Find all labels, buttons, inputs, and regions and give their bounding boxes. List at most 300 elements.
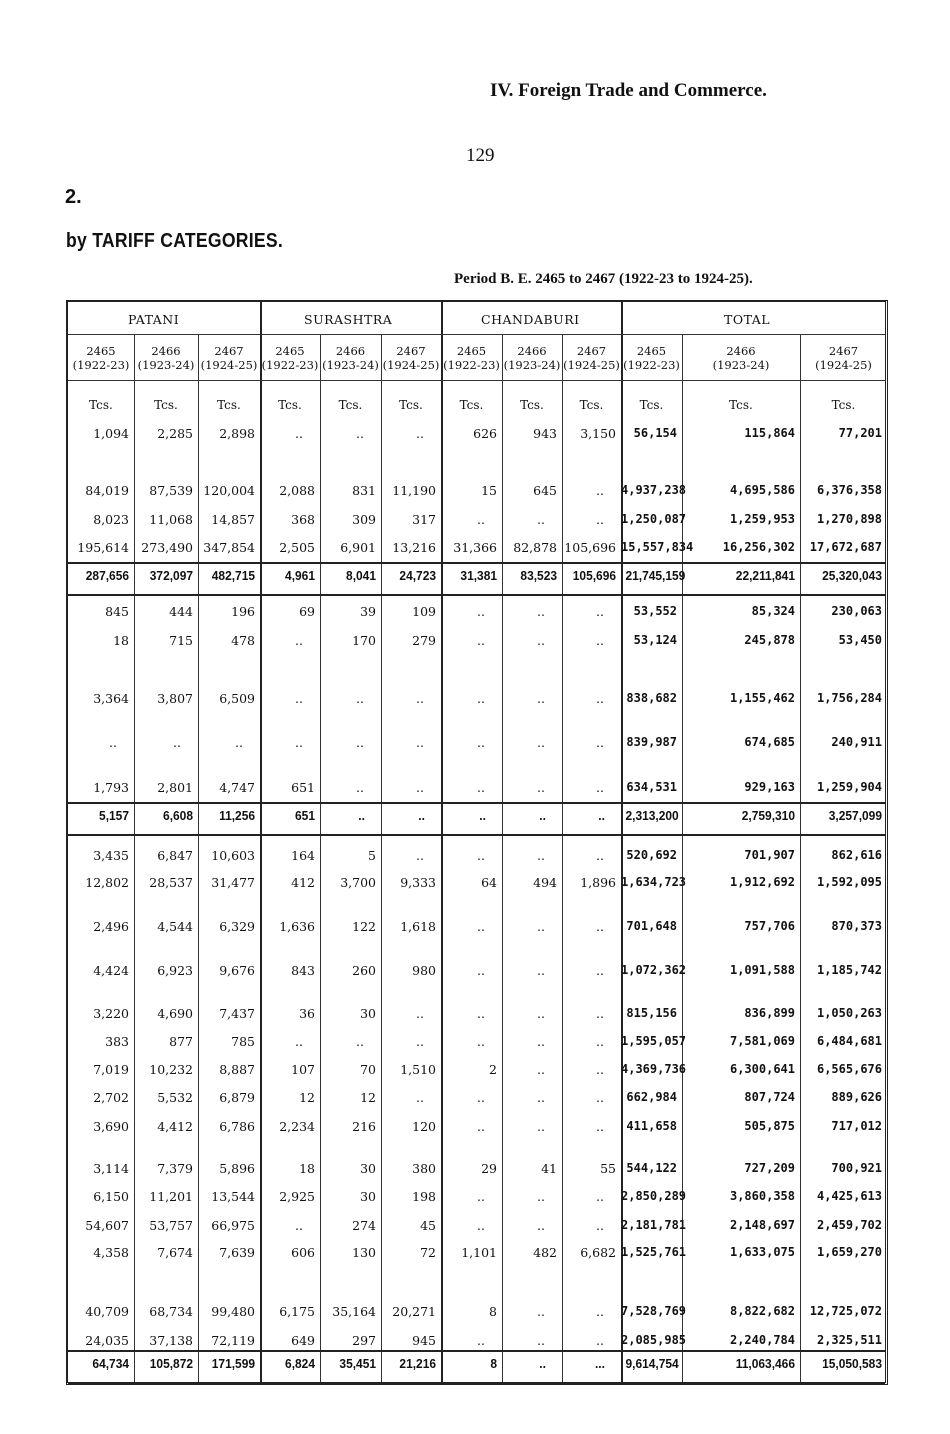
unit-label: Tcs. xyxy=(278,398,302,412)
table-cell: 8 xyxy=(489,1304,497,1319)
table-cell: 7,639 xyxy=(219,1245,255,1260)
year-be: 2467 xyxy=(214,344,244,358)
table-cell: 6,300,641 xyxy=(729,1062,795,1076)
table-cell: 12,802 xyxy=(85,875,129,890)
table-cell: 1,259,904 xyxy=(816,780,882,794)
table-cell: 297 xyxy=(352,1333,376,1348)
table-cell: .. xyxy=(295,426,303,441)
year-ce: (1924-25) xyxy=(563,358,620,372)
table-cell: 1,101 xyxy=(461,1245,497,1260)
table-cell: 245,878 xyxy=(744,633,795,647)
table-cell: 130 xyxy=(352,1245,376,1260)
table-cell: 8,822,682 xyxy=(729,1304,795,1318)
table-cell: 482 xyxy=(533,1245,557,1260)
table-cell: 6,175 xyxy=(279,1304,315,1319)
table-cell: 2,325,511 xyxy=(816,1333,882,1347)
total-rule-top xyxy=(68,562,885,564)
table-cell: .. xyxy=(596,1034,604,1049)
table-cell: 4,424 xyxy=(93,963,129,978)
year-ce: (1922-23) xyxy=(623,358,680,372)
table-cell: 815,156 xyxy=(626,1006,677,1020)
table-cell: .. xyxy=(477,604,485,619)
table-cell: 843 xyxy=(291,963,315,978)
table-cell: 1,636 xyxy=(279,919,315,934)
table-cell: 53,450 xyxy=(838,633,882,647)
table-cell: 3,807 xyxy=(157,691,193,706)
table-cell: 4,695,586 xyxy=(729,483,795,497)
year-be: 2466 xyxy=(151,344,181,358)
table-cell: 164 xyxy=(291,848,315,863)
table-cell: 2,505 xyxy=(279,540,315,555)
table-cell: 649 xyxy=(291,1333,315,1348)
table-cell: 5 xyxy=(368,848,376,863)
table-cell: 7,581,069 xyxy=(729,1034,795,1048)
table-cell: .. xyxy=(295,691,303,706)
year-be: 2465 xyxy=(636,344,667,358)
table-cell: 109 xyxy=(412,604,436,619)
table-cell: 41 xyxy=(541,1161,557,1176)
group-header-chandaburi: CHANDABURI xyxy=(481,312,580,327)
table-cell: 198 xyxy=(412,1189,436,1204)
table-cell: 478 xyxy=(231,633,255,648)
table-cell: 717,012 xyxy=(831,1119,882,1133)
total-rule-bottom xyxy=(68,1382,885,1384)
year-be: 2466 xyxy=(726,344,756,358)
table-cell: 13,216 xyxy=(392,540,436,555)
table-cell: 12 xyxy=(299,1090,315,1105)
table-cell: 1,155,462 xyxy=(729,691,795,705)
table-cell: 3,364 xyxy=(93,691,129,706)
table-cell: 12 xyxy=(360,1090,376,1105)
table-cell: 53,757 xyxy=(149,1218,193,1233)
table-cell: 317 xyxy=(412,512,436,527)
total-cell: 83,523 xyxy=(520,568,557,583)
table-cell: 120,004 xyxy=(203,483,255,498)
table-cell: .. xyxy=(596,633,604,648)
table-cell: 55 xyxy=(600,1161,616,1176)
table-cell: 6,484,681 xyxy=(816,1034,882,1048)
year-header xyxy=(621,344,682,372)
table-cell: .. xyxy=(537,512,545,527)
table-cell: 4,690 xyxy=(157,1006,193,1021)
table-cell: 2,898 xyxy=(219,426,255,441)
unit-label: Tcs. xyxy=(89,398,113,412)
table-cell: .. xyxy=(416,1090,424,1105)
table-cell: 15 xyxy=(481,483,497,498)
table-cell: .. xyxy=(596,1218,604,1233)
table-cell: 929,163 xyxy=(744,780,795,794)
table-cell: 6,509 xyxy=(219,691,255,706)
table-cell: .. xyxy=(537,848,545,863)
year-be: 2466 xyxy=(517,344,547,358)
total-cell: 2,313,200 xyxy=(625,808,679,823)
year-be: 2466 xyxy=(335,344,366,358)
year-header xyxy=(320,344,381,372)
table-cell: .. xyxy=(596,691,604,706)
table-cell: .. xyxy=(537,691,545,706)
table-cell: .. xyxy=(356,735,364,750)
table-cell: .. xyxy=(537,1333,545,1348)
year-be: 2465 xyxy=(86,344,116,358)
table-cell: 5,532 xyxy=(157,1090,193,1105)
year-be: 2467 xyxy=(828,344,859,358)
table-cell: 115,864 xyxy=(744,426,795,440)
table-cell: 701,648 xyxy=(626,919,677,933)
year-header xyxy=(502,344,562,372)
year-be: 2465 xyxy=(456,344,487,358)
table-cell: .. xyxy=(477,780,485,795)
table-cell: 15,557,834 xyxy=(621,540,694,554)
table-cell: 634,531 xyxy=(626,780,677,794)
table-cell: 6,879 xyxy=(219,1090,255,1105)
total-cell: .. xyxy=(358,808,365,823)
table-cell: 14,857 xyxy=(211,512,255,527)
table-cell: 28,537 xyxy=(149,875,193,890)
table-cell: 645 xyxy=(533,483,557,498)
year-header xyxy=(381,344,441,372)
table-cell: 87,539 xyxy=(149,483,193,498)
table-cell: 3,220 xyxy=(93,1006,129,1021)
year-ce: (1922-23) xyxy=(72,358,130,372)
table-cell: 520,692 xyxy=(626,848,677,862)
year-header xyxy=(260,344,320,372)
total-cell: .. xyxy=(598,808,605,823)
total-cell: 5,157 xyxy=(99,808,129,823)
table-cell: .. xyxy=(295,1034,303,1049)
table-cell: 1,756,284 xyxy=(816,691,882,705)
table-cell: 9,676 xyxy=(219,963,255,978)
table-cell: 35,164 xyxy=(332,1304,376,1319)
table-cell: 1,510 xyxy=(400,1062,436,1077)
group-header-surashtra: SURASHTRA xyxy=(304,312,393,327)
table-cell: 279 xyxy=(412,633,436,648)
table-cell: 368 xyxy=(291,512,315,527)
table-cell: 120 xyxy=(412,1119,436,1134)
total-cell: 35,451 xyxy=(339,1356,376,1371)
table-cell: 11,201 xyxy=(149,1189,193,1204)
table-cell: .. xyxy=(537,604,545,619)
table-cell: 66,975 xyxy=(211,1218,255,1233)
table-cell: 68,734 xyxy=(149,1304,193,1319)
table-cell: 20,271 xyxy=(392,1304,436,1319)
table-cell: 626 xyxy=(473,426,497,441)
table-cell: .. xyxy=(537,1062,545,1077)
table-cell: 757,706 xyxy=(744,919,795,933)
year-ce: (1922-23) xyxy=(261,358,319,372)
table-cell: 54,607 xyxy=(85,1218,129,1233)
table-cell: 2,088 xyxy=(279,483,315,498)
total-cell: 21,216 xyxy=(399,1356,436,1371)
table-cell: .. xyxy=(173,735,181,750)
table-cell: 240,911 xyxy=(831,735,882,749)
table-cell: 84,019 xyxy=(85,483,129,498)
running-title: IV. Foreign Trade and Commerce. xyxy=(490,80,767,101)
table-cell: 505,875 xyxy=(744,1119,795,1133)
table-cell: 5,896 xyxy=(219,1161,255,1176)
table-cell: .. xyxy=(596,1189,604,1204)
table-cell: .. xyxy=(477,1090,485,1105)
table-cell: .. xyxy=(596,735,604,750)
table-cell: 107 xyxy=(291,1062,315,1077)
table-cell: 4,937,238 xyxy=(621,483,687,497)
total-cell: ... xyxy=(594,1356,605,1371)
table-cell: 196 xyxy=(231,604,255,619)
table-cell: .. xyxy=(416,1006,424,1021)
table-cell: .. xyxy=(596,483,604,498)
table-cell: 69 xyxy=(299,604,315,619)
total-cell: 651 xyxy=(295,808,315,823)
unit-label: Tcs. xyxy=(729,398,753,412)
year-be: 2465 xyxy=(275,344,305,358)
table-cell: 7,674 xyxy=(157,1245,193,1260)
unit-label: Tcs. xyxy=(459,398,484,412)
table-cell: 1,896 xyxy=(580,875,616,890)
table-cell: 4,369,736 xyxy=(621,1062,687,1076)
total-cell: .. xyxy=(418,808,425,823)
table-cell: 6,565,676 xyxy=(816,1062,882,1076)
table-cell: 1,259,953 xyxy=(729,512,795,526)
table-cell: .. xyxy=(596,1006,604,1021)
total-cell: 24,723 xyxy=(399,568,436,583)
table-cell: 45 xyxy=(420,1218,436,1233)
table-cell: 31,477 xyxy=(211,875,255,890)
total-cell: 105,872 xyxy=(149,1356,193,1371)
table-cell: .. xyxy=(537,963,545,978)
table-cell: 39 xyxy=(360,604,376,619)
table-cell: 1,270,898 xyxy=(816,512,882,526)
table-cell: 18 xyxy=(113,633,129,648)
table-cell: 862,616 xyxy=(831,848,882,862)
table-cell: 4,544 xyxy=(157,919,193,934)
table-cell: 4,412 xyxy=(157,1119,193,1134)
table-cell: .. xyxy=(416,848,424,863)
table-cell: 7,019 xyxy=(93,1062,129,1077)
year-ce: (1922-23) xyxy=(443,358,500,372)
year-header xyxy=(441,344,502,372)
table-cell: 4,747 xyxy=(219,780,255,795)
total-rule-bottom xyxy=(68,594,885,596)
table-cell: .. xyxy=(477,1218,485,1233)
table-cell: 606 xyxy=(291,1245,315,1260)
table-cell: 700,921 xyxy=(831,1161,882,1175)
table-cell: 2,925 xyxy=(279,1189,315,1204)
table-cell: 544,122 xyxy=(626,1161,677,1175)
table-cell: .. xyxy=(416,691,424,706)
table-cell: 11,190 xyxy=(392,483,436,498)
table-cell: 1,050,263 xyxy=(816,1006,882,1020)
table-cell: 170 xyxy=(352,633,376,648)
unit-label: Tcs. xyxy=(399,398,423,412)
table-cell: 889,626 xyxy=(831,1090,882,1104)
table-title: by TARIFF CATEGORIES. xyxy=(66,230,284,252)
table-cell: 943 xyxy=(533,426,557,441)
table-cell: .. xyxy=(537,1189,545,1204)
table-cell: .. xyxy=(477,1034,485,1049)
table-cell: .. xyxy=(356,780,364,795)
table-cell: 2,240,784 xyxy=(729,1333,795,1347)
table-cell: 37,138 xyxy=(149,1333,193,1348)
table-cell: 309 xyxy=(352,512,376,527)
unit-label: Tcs. xyxy=(154,398,178,412)
table-cell: 836,899 xyxy=(744,1006,795,1020)
table-cell: 2,459,702 xyxy=(816,1218,882,1232)
table-cell: 1,592,095 xyxy=(816,875,882,889)
year-header xyxy=(682,344,800,372)
table-cell: 444 xyxy=(169,604,193,619)
table-cell: .. xyxy=(596,848,604,863)
table-cell: 1,633,075 xyxy=(729,1245,795,1259)
total-cell: 64,734 xyxy=(92,1356,129,1371)
table-cell: 785 xyxy=(231,1034,255,1049)
table-cell: 1,793 xyxy=(93,780,129,795)
year-header xyxy=(134,344,198,372)
table-cell: 2,148,697 xyxy=(729,1218,795,1232)
year-be: 2467 xyxy=(396,344,426,358)
unit-label: Tcs. xyxy=(831,398,856,412)
total-cell: 22,211,841 xyxy=(735,568,795,583)
table-cell: .. xyxy=(596,919,604,934)
table-cell: .. xyxy=(537,780,545,795)
table-cell: .. xyxy=(537,633,545,648)
table-cell: 56,154 xyxy=(633,426,677,440)
table-cell: .. xyxy=(537,919,545,934)
table-cell: .. xyxy=(477,848,485,863)
table-cell: 2,285 xyxy=(157,426,193,441)
table-cell: .. xyxy=(416,426,424,441)
table-cell: 6,150 xyxy=(93,1189,129,1204)
table-cell: 1,185,742 xyxy=(816,963,882,977)
table-cell: 380 xyxy=(412,1161,436,1176)
table-cell: 2,085,985 xyxy=(621,1333,687,1347)
table-cell: 7,437 xyxy=(219,1006,255,1021)
table-cell: 9,333 xyxy=(400,875,436,890)
year-ce: (1924-25) xyxy=(382,358,440,372)
table-cell: .. xyxy=(477,691,485,706)
table-cell: 36 xyxy=(299,1006,315,1021)
table-cell: 2 xyxy=(489,1062,497,1077)
tariff-table xyxy=(66,300,888,1385)
table-cell: 85,324 xyxy=(751,604,795,618)
table-cell: 831 xyxy=(352,483,376,498)
section-number: 2. xyxy=(65,186,82,208)
table-cell: .. xyxy=(109,735,117,750)
table-cell: 701,907 xyxy=(744,848,795,862)
table-cell: 6,786 xyxy=(219,1119,255,1134)
table-cell: 2,702 xyxy=(93,1090,129,1105)
group-header-total: TOTAL xyxy=(724,312,771,327)
table-cell: .. xyxy=(596,512,604,527)
group-header-patani: PATANI xyxy=(128,312,180,327)
table-cell: 16,256,302 xyxy=(722,540,795,554)
table-cell: 3,435 xyxy=(93,848,129,863)
table-cell: 17,672,687 xyxy=(809,540,882,554)
total-cell: 6,608 xyxy=(163,808,193,823)
unit-label: Tcs. xyxy=(520,398,544,412)
table-cell: 29 xyxy=(481,1161,497,1176)
table-cell: 12,725,072 xyxy=(809,1304,882,1318)
table-cell: 4,425,613 xyxy=(816,1189,882,1203)
table-cell: 24,035 xyxy=(85,1333,129,1348)
table-cell: 7,528,769 xyxy=(621,1304,687,1318)
table-cell: 1,250,087 xyxy=(621,512,687,526)
unit-label: Tcs. xyxy=(217,398,241,412)
year-ce: (1924-25) xyxy=(200,358,258,372)
table-cell: 195,614 xyxy=(77,540,129,555)
table-cell: 715 xyxy=(169,633,193,648)
table-cell: .. xyxy=(477,1119,485,1134)
total-cell: 9,614,754 xyxy=(625,1356,679,1371)
unit-label: Tcs. xyxy=(579,398,604,412)
total-cell: 15,050,583 xyxy=(822,1356,882,1371)
total-cell: 4,961 xyxy=(285,568,315,583)
table-cell: 839,987 xyxy=(626,735,677,749)
total-cell: 105,696 xyxy=(572,568,616,583)
table-cell: 11,068 xyxy=(149,512,193,527)
table-cell: 727,209 xyxy=(744,1161,795,1175)
total-cell: 31,381 xyxy=(460,568,497,583)
page-number: 129 xyxy=(466,145,495,166)
table-cell: 13,544 xyxy=(211,1189,255,1204)
table-cell: 2,181,781 xyxy=(621,1218,687,1232)
table-cell: 82,878 xyxy=(513,540,557,555)
table-cell: .. xyxy=(596,604,604,619)
table-cell: 105,696 xyxy=(564,540,616,555)
table-cell: .. xyxy=(537,1090,545,1105)
table-cell: 3,700 xyxy=(340,875,376,890)
table-cell: 2,801 xyxy=(157,780,193,795)
table-cell: .. xyxy=(477,919,485,934)
total-rule-top xyxy=(68,802,885,804)
table-cell: 347,854 xyxy=(203,540,255,555)
table-cell: 651 xyxy=(291,780,315,795)
table-cell: 99,480 xyxy=(211,1304,255,1319)
table-cell: 30 xyxy=(360,1006,376,1021)
table-cell: 64 xyxy=(481,875,497,890)
year-header xyxy=(68,344,134,372)
table-cell: .. xyxy=(596,1333,604,1348)
table-cell: .. xyxy=(596,1119,604,1134)
table-cell: 845 xyxy=(105,604,129,619)
year-ce: (1923-24) xyxy=(137,358,195,372)
total-cell: .. xyxy=(539,1356,546,1371)
table-cell: 3,114 xyxy=(93,1161,129,1176)
total-cell: 25,320,043 xyxy=(822,568,882,583)
table-cell: 980 xyxy=(412,963,436,978)
table-cell: 274 xyxy=(352,1218,376,1233)
table-cell: .. xyxy=(537,1034,545,1049)
table-cell: 3,150 xyxy=(580,426,616,441)
group-header-rule xyxy=(68,334,885,335)
table-cell: 1,912,692 xyxy=(729,875,795,889)
table-cell: 1,595,057 xyxy=(621,1034,687,1048)
table-cell: 2,234 xyxy=(279,1119,315,1134)
table-cell: 72,119 xyxy=(211,1333,255,1348)
total-cell: 11,063,466 xyxy=(735,1356,795,1371)
table-cell: 7,379 xyxy=(157,1161,193,1176)
table-cell: 1,091,588 xyxy=(729,963,795,977)
table-cell: .. xyxy=(477,963,485,978)
table-cell: 72 xyxy=(420,1245,436,1260)
total-cell: 2,759,310 xyxy=(741,808,795,823)
table-cell: 877 xyxy=(169,1034,193,1049)
table-cell: 30 xyxy=(360,1189,376,1204)
table-cell: 18 xyxy=(299,1161,315,1176)
table-cell: .. xyxy=(295,735,303,750)
table-cell: 53,124 xyxy=(633,633,677,647)
total-cell: 171,599 xyxy=(211,1356,255,1371)
table-cell: 945 xyxy=(412,1333,436,1348)
total-cell: 3,257,099 xyxy=(828,808,882,823)
